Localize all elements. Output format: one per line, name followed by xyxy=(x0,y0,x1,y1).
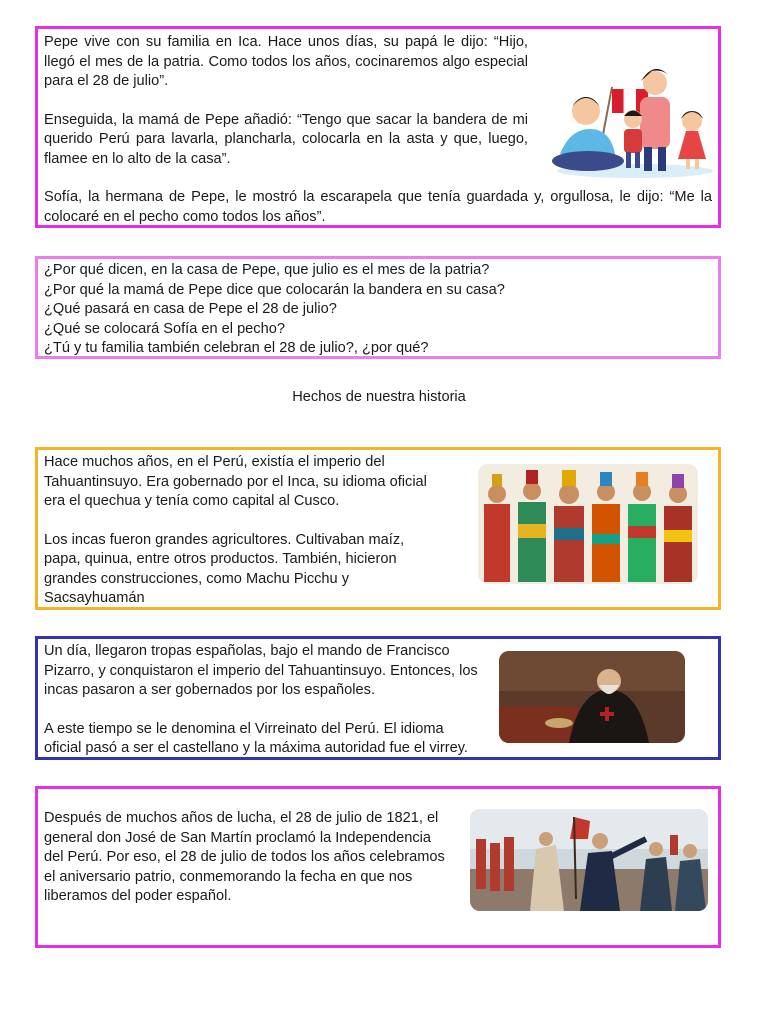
inca-paragraph-2: Los incas fueron grandes agricultores. Cultivaban maíz, papa, quinua, entre otros productos. También, hicieron grandes construcciones, como Machu Picchu y Sacsayhuamán xyxy=(44,531,405,606)
story-paragraph-3: Sofía, la hermana de Pepe, le mostró la escarapela que tenía guardada y, orgullosa, le dijo: “Me la colocaré en el pecho como todos los años”. xyxy=(44,189,712,225)
virreinato-text xyxy=(44,642,482,759)
section-title: Hechos de nuestra historia xyxy=(292,389,466,405)
inca-nobility-painting xyxy=(478,464,698,584)
question-4: ¿Qué se colocará Sofía en el pecho? xyxy=(44,320,285,337)
question-1: ¿Por qué dicen, en la casa de Pepe, que julio es el mes de la patria? xyxy=(44,262,490,278)
story-paragraph-3-wrap xyxy=(44,188,712,227)
questions-box xyxy=(35,256,721,359)
pizarro-portrait xyxy=(499,651,685,743)
virreinato-paragraph-1: Un día, llegaron tropas españolas, bajo el mando de Francisco Pizarro, y conquistaron el imperio del Tahuantinsuyo. Entonces, los incas pasaron a ser gobernados por los españoles. xyxy=(44,643,478,698)
story-box xyxy=(35,26,721,228)
inca-text xyxy=(44,453,444,609)
independencia-text xyxy=(44,809,448,907)
story-paragraph-2: Enseguida, la mamá de Pepe añadió: “Tengo que sacar la bandera de mi querido Perú para lavarla, plancharla, colocarla en la asta y que, luego, flamee en lo alto de la casa”. xyxy=(44,111,528,167)
question-5: ¿Tú y tu familia también celebran el 28 de julio?, ¿por qué? xyxy=(44,340,429,356)
independencia-paragraph-1: Después de muchos años de lucha, el 28 de julio de 1821, el general don José de San Martín proclamó la Independencia del Perú. Por eso, el 28 de julio de todos los años celebramos el aniversario patrio, conmemorando la fecha en que nos liberamos del poder español. xyxy=(44,810,445,904)
independence-proclamation-painting xyxy=(470,809,708,911)
questions-list xyxy=(44,261,712,359)
story-paragraph-1: Pepe vive con su familia en Ica. Hace unos días, su papá le dijo: “Hijo, llegó el mes de la patria. Como todos los años, cocinaremos algo especial para el 28 de julio”. xyxy=(44,34,528,89)
inca-box xyxy=(35,447,721,610)
question-3: ¿Qué pasará en casa de Pepe el 28 de julio? xyxy=(44,301,337,317)
virreinato-paragraph-2: A este tiempo se le denomina el Virreinato del Perú. El idioma oficial pasó a ser el castellano y la máxima autoridad fue el virrey. xyxy=(44,720,468,756)
inca-paragraph-1: Hace muchos años, en el Perú, existía el imperio del Tahuantinsuyo. Era gobernado por el Inca, su idioma oficial era el quechua y tenía como capital al Cusco. xyxy=(44,454,427,509)
independencia-box xyxy=(35,786,721,948)
story-text xyxy=(44,33,528,169)
family-flag-illustration xyxy=(540,49,715,179)
virreinato-box xyxy=(35,636,721,760)
question-2: ¿Por qué la mamá de Pepe dice que colocarán la bandera en su casa? xyxy=(44,281,505,298)
